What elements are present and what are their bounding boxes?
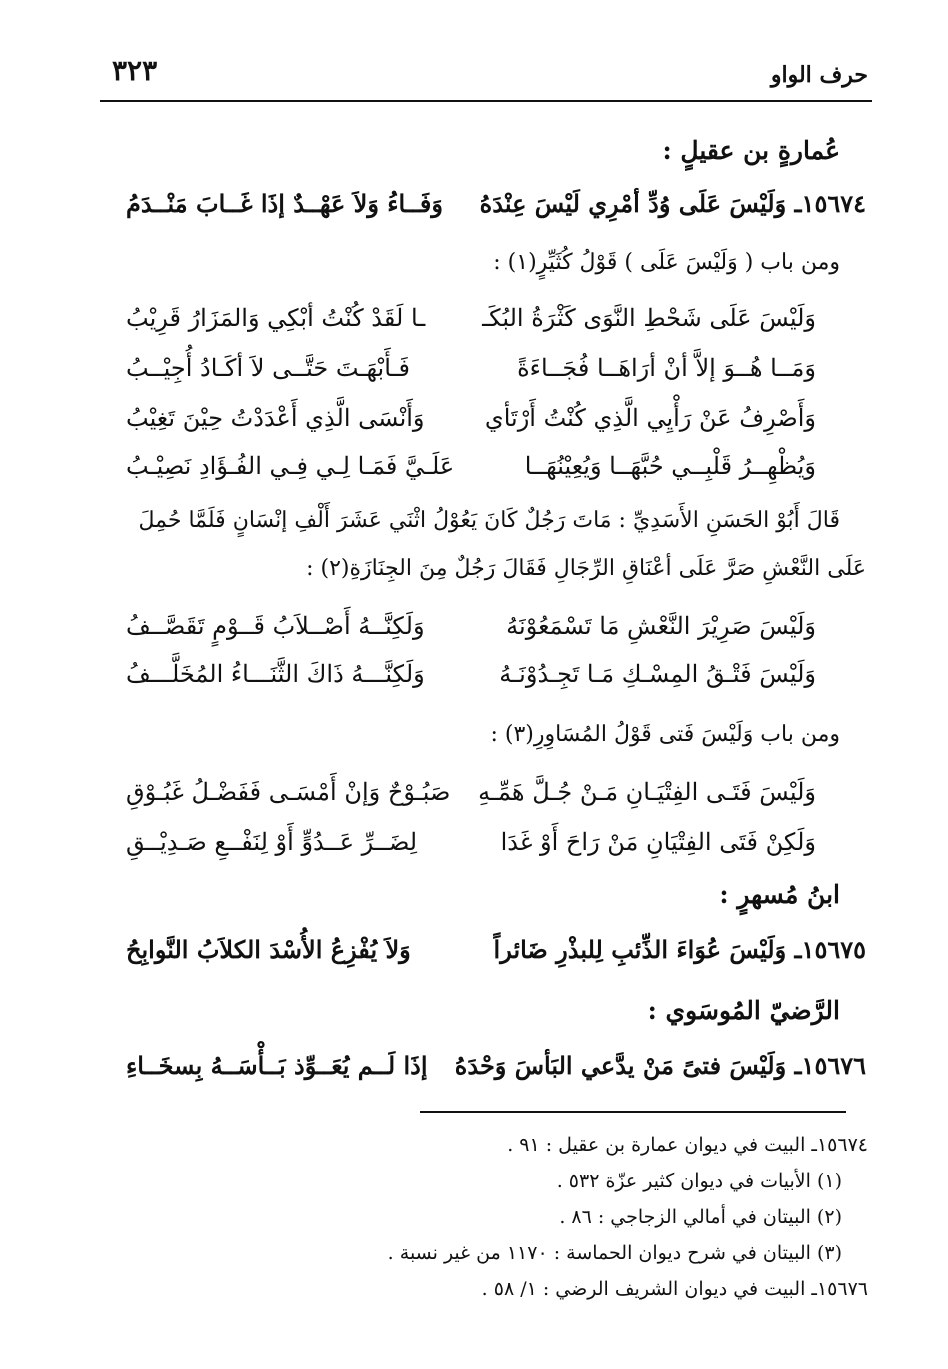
prose-line: ومن باب وَلَيْسَ فَتى قَوْلُ المُسَاوِرِ(٣) : bbox=[490, 722, 840, 747]
verse-second-hemistich: وَفَــاءُ وَلاَ عَهْــدٌ إذَا غَــابَ مَنْــدَمُ bbox=[126, 189, 443, 218]
footnote: (٢) البيتان في أمالي الزجاجي : ٨٦ . bbox=[559, 1206, 842, 1228]
verse-line bbox=[96, 346, 866, 390]
verse-line bbox=[96, 1044, 866, 1088]
verse-first-hemistich: ١٥٦٧٤ـ وَلَيْسَ عَلَى وُدِّ أمْرِي لَيْسَ عِنْدَهُ bbox=[479, 189, 866, 218]
verse-second-hemistich: وَأَنْسَى الَّذِي أَعْدَدْتُ حِيْنَ تَغِيْبُ bbox=[126, 404, 425, 432]
verse-first-hemistich: وَلَيْسَ صَرِيْرَ النَّعْشِ مَا تَسْمَعُوْنَهُ bbox=[506, 612, 816, 640]
verse-first-hemistich: وَأَصْرِفُ عَنْ رَأْيِي الَّذِي كُنْتُ أَرْتَأي bbox=[484, 404, 816, 432]
poet-name: ابنُ مُسهرٍ : bbox=[719, 880, 840, 909]
verse-first-hemistich: ١٥٦٧٥ـ وَلَيْسَ عُوَاءَ الذِّئبِ لِلبذْرِ ضَائراً bbox=[493, 935, 866, 964]
verse-first-hemistich: وَلَكِنْ فَتَى الفِتْيَانِ مَنْ رَاحَ أَوْ غَدَا bbox=[500, 828, 816, 856]
verse-second-hemistich: صَبُـوْحٌ وَإنْ أَمْسَـى فَفَضْـلُ غَبُـوْقِ bbox=[126, 778, 451, 806]
verse-first-hemistich: وَلَيْسَ فَتْـقُ المِسْـكِ مَـا تَجِـدُوْنَـهُ bbox=[499, 660, 816, 688]
verse-first-hemistich: وَمَــا هُــوَ إلاَّ أنْ أرَاهَــا فُجَــاءَةً bbox=[517, 354, 816, 382]
poet-name: عُمارةٍ بن عقيلٍ : bbox=[662, 136, 840, 165]
footnote: ١٥٦٧٦ـ البيت في ديوان الشريف الرضي : ١/ ٥٨ . bbox=[481, 1278, 868, 1300]
footnote: ١٥٦٧٤ـ البيت في ديوان عمارة بن عقيل : ٩١ . bbox=[507, 1134, 868, 1156]
verse-second-hemistich: وَلاَ يُفْزِعُ الأُسْدَ الكلاَبُ النَّوابِحُ bbox=[126, 935, 411, 964]
verse-line bbox=[96, 604, 866, 648]
verse-line bbox=[96, 296, 866, 340]
prose-line: قَالَ أَبُوْ الحَسَنِ الأَسَدِيِّ : مَاتَ رَجُلٌ كَانَ يَعُوْلُ اثْنَي عَشَرَ أَلْفِ إنْسَانٍ فَلَمَّا حُمِلَ bbox=[138, 508, 840, 533]
verse-first-hemistich: وَلَيْسَ فَتَـى الفِتْيَـانِ مَـنْ جُـلَّ هَمِّـهِ bbox=[478, 778, 816, 806]
verse-line bbox=[96, 182, 866, 226]
prose-line: ومن باب ( وَلَيْسَ عَلَى ) قَوْلُ كُثَيِّرٍ(١) : bbox=[493, 250, 840, 275]
verse-line bbox=[96, 928, 866, 972]
verse-first-hemistich: وَلَيْسَ عَلَى شَحْطِ النَّوَى كَثْرَةُ البُكَـ bbox=[482, 304, 816, 332]
verse-second-hemistich: لِضَــرِّ عَــدُوٍّ أَوْ لِنَفْــعِ صَـدِيْــقِ bbox=[126, 828, 418, 856]
poet-name: الرَّضيّ المُوسَوي : bbox=[647, 996, 840, 1025]
header-rule bbox=[100, 100, 872, 102]
footnote: (٣) البيتان في شرح ديوان الحماسة : ١١٧٠ من غير نسبة . bbox=[387, 1242, 842, 1264]
footnote-rule bbox=[420, 1111, 846, 1113]
verse-first-hemistich: وَيُظْهِــرُ قَلْبِــي حُبَّهَــا وَيُعِيْنُهَــا bbox=[524, 452, 816, 480]
verse-line bbox=[96, 820, 866, 864]
verse-line bbox=[96, 770, 866, 814]
verse-line bbox=[96, 396, 866, 440]
verse-second-hemistich: وَلَكِنَّــهُ أَصْــلاَبُ قَــوْمٍ تَقَصَّــفُ bbox=[126, 612, 425, 640]
prose-line: عَلَى النَّعْشِ صَرَّ عَلَى أعْنَاقِ الرِّجَالِ فَقَالَ رَجُلٌ مِنَ الجِنَازَةِ(٢) : bbox=[306, 556, 866, 581]
verse-second-hemistich: إذَا لَــم يُعَــوِّذ بَــأْسَــهُ بِسخَــاءِ bbox=[126, 1051, 428, 1080]
verse-second-hemistich: عَلَـيَّ فَمَـا لِـي فِـي الفُـؤَادِ نَصِيْـبُ bbox=[126, 452, 455, 480]
running-header-title: حرف الواو bbox=[770, 62, 868, 88]
verse-second-hemistich: فَـأَبْهَـتَ حَتَّــى لاَ أكَـادُ أُجِيْــبُ bbox=[126, 354, 411, 382]
page-number: ٣٢٣ bbox=[112, 54, 158, 87]
verse-line bbox=[96, 444, 866, 488]
verse-second-hemistich: ـا لَقَدْ كُنْتُ أبْكِي وَالمَزَارُ قَرِيْبُ bbox=[126, 304, 426, 332]
verse-second-hemistich: وَلَكِنَّـــهُ ذَاكَ الثَّنَـــاءُ المُخَلَّـــفُ bbox=[126, 660, 425, 688]
verse-line bbox=[96, 652, 866, 696]
footnote: (١) الأبيات في ديوان كثير عزّة ٥٣٢ . bbox=[556, 1170, 842, 1192]
verse-first-hemistich: ١٥٦٧٦ـ وَلَيْسَ فتىً مَنْ يدَّعي البَأسَ وَحْدَهُ bbox=[454, 1051, 866, 1080]
